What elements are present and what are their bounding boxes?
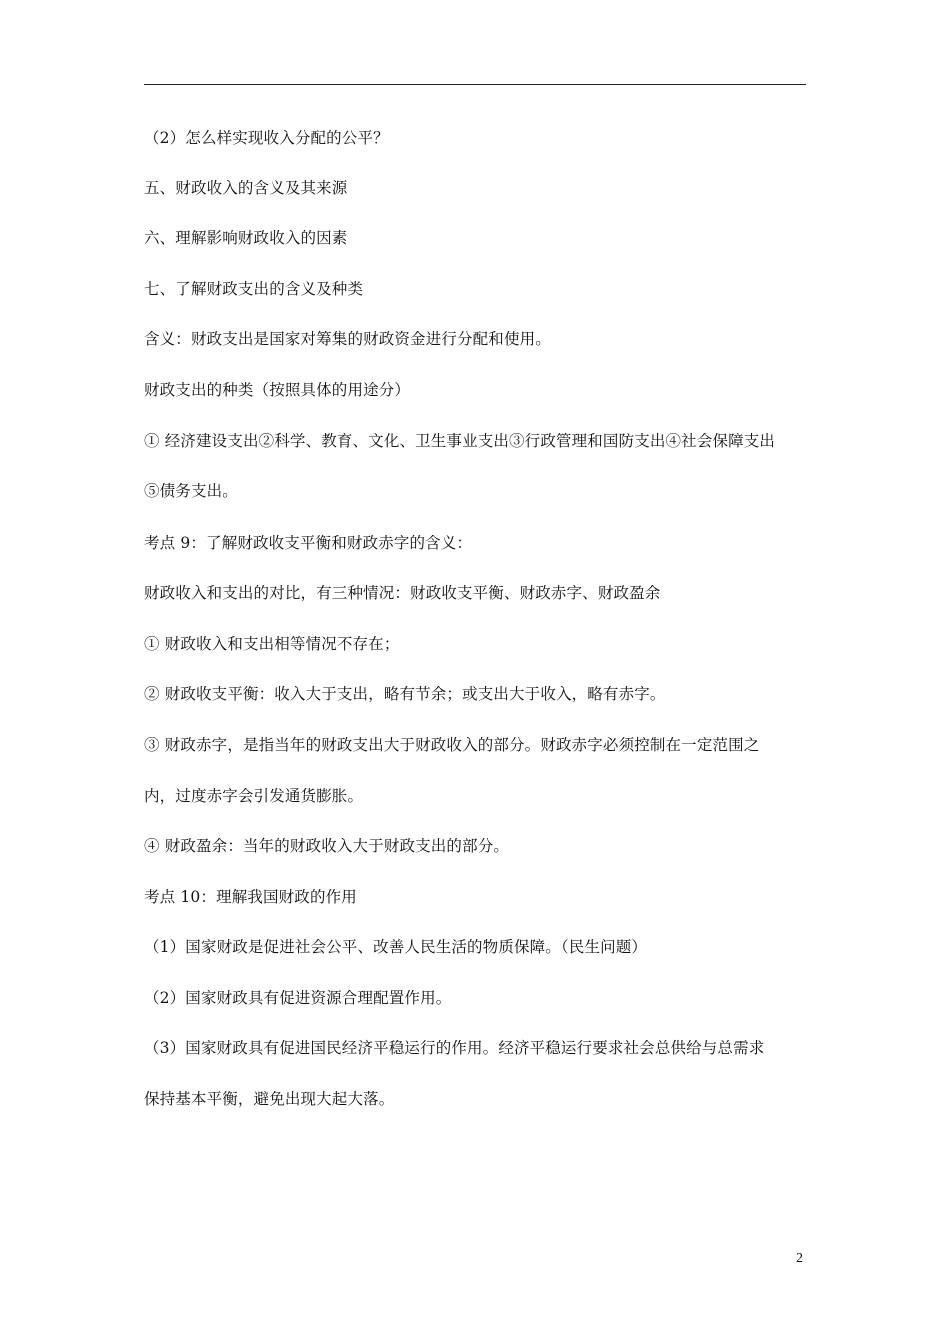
text-line: 财政收入和支出的对比，有三种情况：财政收支平衡、财政赤字、财政盈余 bbox=[144, 584, 661, 602]
text-line: （3）国家财政具有促进国民经济平稳运行的作用。经济平稳运行要求社会总供给与总需求 bbox=[144, 1039, 765, 1057]
text-line: ① 经济建设支出②科学、教育、文化、卫生事业支出③行政管理和国防支出④社会保障支出 bbox=[144, 432, 776, 450]
text-line: 含义：财政支出是国家对筹集的财政资金进行分配和使用。 bbox=[144, 330, 551, 348]
text-line: ① 财政收入和支出相等情况不存在； bbox=[144, 635, 400, 653]
section-heading-5: 五、财政收入的含义及其来源 bbox=[144, 179, 348, 197]
text-line: ④ 财政盈余：当年的财政收入大于财政支出的部分。 bbox=[144, 837, 510, 855]
header-rule bbox=[144, 84, 806, 85]
text-line: ② 财政收支平衡：收入大于支出，略有节余；或支出大于收入，略有赤字。 bbox=[144, 685, 666, 703]
text-line: ③ 财政赤字，是指当年的财政支出大于财政收入的部分。财政赤字必须控制在一定范围之 bbox=[144, 736, 760, 754]
text-line: （2）怎么样实现收入分配的公平？ bbox=[144, 129, 389, 147]
text-line: （1）国家财政是促进社会公平、改善人民生活的物质保障。（民生问题） bbox=[144, 938, 648, 956]
exam-point-9-heading: 考点 9：了解财政收支平衡和财政赤字的含义： bbox=[144, 534, 473, 552]
text-line: 财政支出的种类（按照具体的用途分） bbox=[144, 381, 411, 399]
text-line: 内，过度赤字会引发通货膨胀。 bbox=[144, 787, 364, 805]
exam-point-10-heading: 考点 10：理解我国财政的作用 bbox=[144, 888, 357, 906]
text-line: （2）国家财政具有促进资源合理配置作用。 bbox=[144, 989, 452, 1007]
section-heading-7: 七、了解财政支出的含义及种类 bbox=[144, 280, 364, 298]
text-line: ⑤债务支出。 bbox=[144, 482, 238, 500]
section-heading-6: 六、理解影响财政收入的因素 bbox=[144, 229, 348, 247]
page-number: 2 bbox=[796, 1251, 803, 1266]
text-line: 保持基本平衡，避免出现大起大落。 bbox=[144, 1090, 395, 1108]
